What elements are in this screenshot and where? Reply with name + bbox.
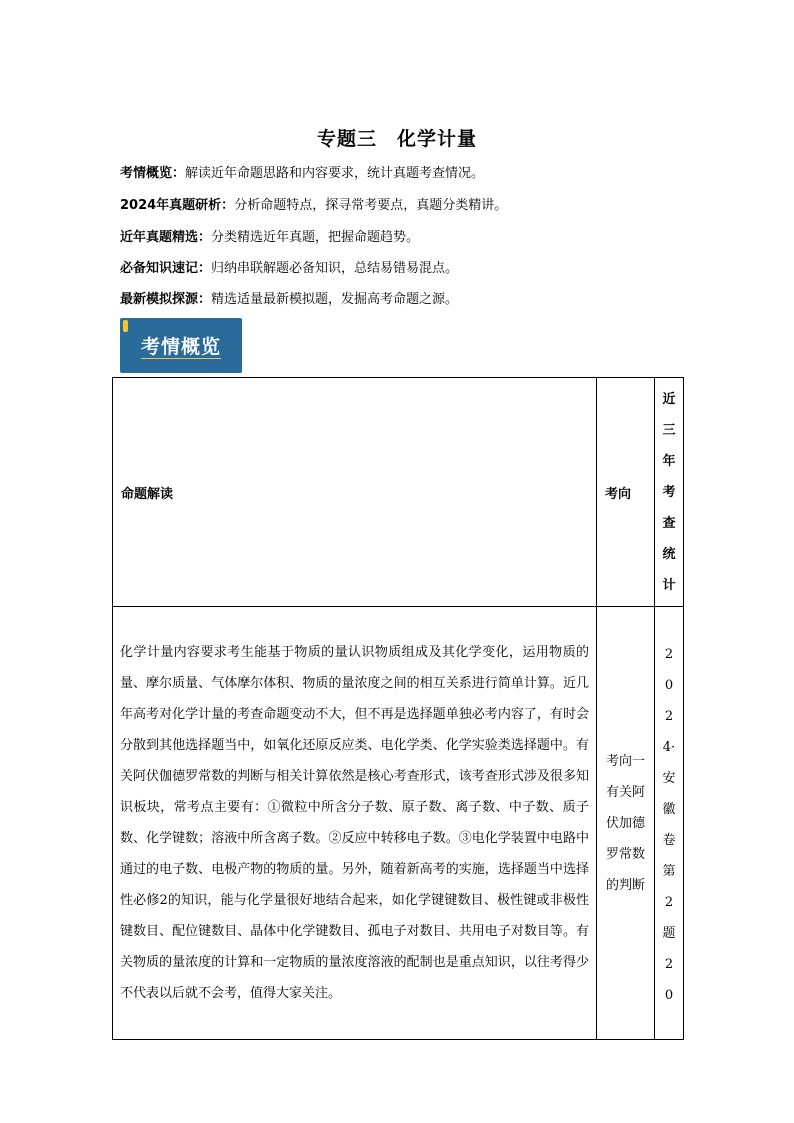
intro-line-knowledge <box>120 260 740 278</box>
intro-line-recent-exams <box>120 229 740 247</box>
direction-cell: 考向一有关阿伏加德罗常数的判断 <box>597 607 655 1040</box>
header-analysis: 命题解读 <box>113 378 597 607</box>
intro-key: 近年真题精选： <box>120 230 212 245</box>
section-badge-label: 考情概览 <box>140 336 221 358</box>
page-title: 专题三 化学计量 <box>316 128 477 150</box>
intro-text: 精选适量最新模拟题，发掘高考命题之源。 <box>211 292 459 307</box>
intro-key: 最新模拟探源： <box>120 292 212 307</box>
intro-line-simulation <box>120 291 740 309</box>
intro-line-2024-analysis <box>120 197 740 215</box>
intro-key: 考情概览： <box>120 166 186 181</box>
intro-key: 2024年真题研析： <box>120 198 235 213</box>
header-stats: 近三年考查统计 <box>655 378 684 607</box>
intro-text: 分类精选近年真题，把握命题趋势。 <box>211 230 420 245</box>
analysis-cell: 化学计量内容要求考生能基于物质的量认识物质组成及其化学变化，运用物质的量、摩尔质量、气体摩尔体积、物质的量浓度之间的相互关系进行简单计算。近几年高考对化学计量的考查命题变动不大，但不再是选择题单独必考内容了，有时会分散到其他选择题当中，如氧化还原反应类、电化学类、化学实验类选择题中。有关阿伏伽德罗常数的判断与相关计算依然是核心考查形式，该考查形式涉及很多知识板块，常考点主要有：①微粒中所含分子数、原子数、离子数、中子数、质子数、化学键数；溶液中所含离子数。②反应中转移电子数。③电化学装置中电路中通过的电子数、电极产物的物质的量。另外，随着新高考的实施，选择题当中选择性必修2的知识，能与化学量很好地结合起来，如化学键键数目、极性键或非极性键数目、配位键数目、晶体中化学键数目、孤电子对数目、共用电子对数目等。有关物质的量浓度的计算和一定物质的量浓度溶液的配制也是重点知识，以往考得少不代表以后就不会考，值得大家关注。 <box>113 607 597 1040</box>
badge-tab-icon <box>123 320 128 332</box>
intro-line-overview <box>120 165 740 183</box>
intro-text: 归纳串联解题必备知识，总结易错易混点。 <box>211 261 459 276</box>
section-badge <box>120 318 242 373</box>
intro-text: 解读近年命题思路和内容要求，统计真题考查情况。 <box>185 166 485 181</box>
intro-key: 必备知识速记： <box>120 261 212 276</box>
stats-cell: 2024·安徽卷第2题20 <box>655 607 684 1040</box>
exam-overview-table <box>112 377 684 1040</box>
table-header-row <box>113 378 684 607</box>
table-row <box>113 607 684 1040</box>
intro-text: 分析命题特点，探寻常考要点，真题分类精讲。 <box>234 198 508 213</box>
header-direction: 考向 <box>597 378 655 607</box>
